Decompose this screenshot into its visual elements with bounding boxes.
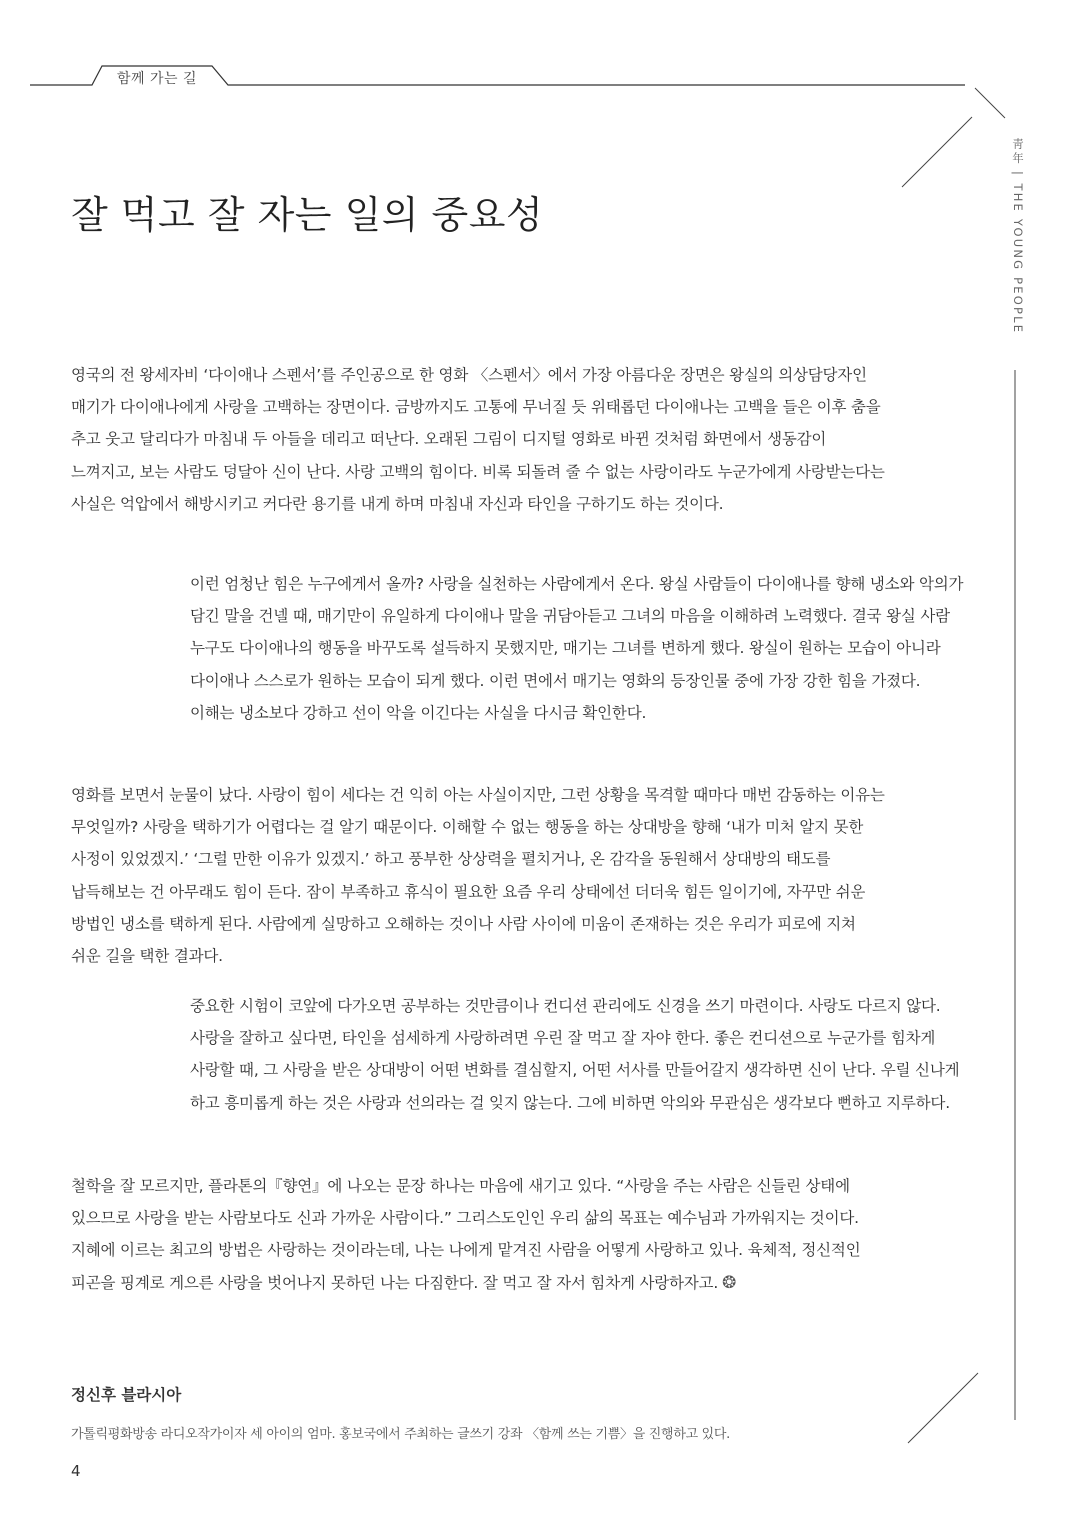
side-label-english: THE YOUNG PEOPLE <box>1011 183 1025 335</box>
bottom-diagonal <box>908 1373 978 1443</box>
article-paragraph-1: 영국의 전 왕세자비 ‘다이애나 스펜서’를 주인공으로 한 영화 〈스펜서〉에서 가장 아름다운 장면은 왕실의 의상담당자인 매기가 다이애나에게 사랑을 고백하는 장면이다. 금방까지도 고통에 무너질 듯 위태롭던 다이애나는 고백을 들은 이후 춤을 추고 웃고 달리다가 마침내 두 아들을 데리고 떠난다. 오래된 그림이 디지털 영화로 바뀐 것처럼 화면에서 생동감이 느껴지고, 보는 사람도 덩달아 신이 난다. 사랑 고백의 힘이다. 비록 되돌려 줄 수 없는 사랑이라도 누군가에게 사랑받는다는 사실은 억압에서 해방시키고 커다란 용기를 내게 하며 마침내 자신과 타인을 구하기도 하는 것이다. <box>71 366 885 513</box>
end-mark-icon: ❂ <box>722 1272 737 1293</box>
article-paragraph-3: 영화를 보면서 눈물이 났다. 사랑이 힘이 세다는 건 익히 아는 사실이지만, 그런 상황을 목격할 때마다 매번 감동하는 이유는 무엇일까? 사랑을 택하기가 어렵다는 걸 알기 때문이다. 이해할 수 없는 행동을 하는 상대방을 향해 ‘내가 미처 알지 못한 사정이 있었겠지.’ ‘그럴 만한 이유가 있겠지.’ 하고 풍부한 상상력을 펼치거나, 온 감각을 동원해서 상대방의 태도를 납득해보는 건 아무래도 힘이 든다. 잠이 부족하고 휴식이 필요한 요즘 우리 상태에선 더더욱 힘든 일이기에, 자꾸만 쉬운 방법인 냉소를 택하게 된다. 사람에게 실망하고 오해하는 것이나 사람 사이에 미움이 존재하는 것은 우리가 피로에 지쳐 쉬운 길을 택한 결과다. <box>71 786 885 966</box>
article-paragraph-5-text: 철학을 잘 모르지만, 플라톤의『향연』에 나오는 문장 하나는 마음에 새기고 있다. “사랑을 주는 사람은 신들린 상태에 있으므로 사랑을 받는 사람보다도 신과 가까운 사람이다.” 그리스도인인 우리 삶의 목표는 예수님과 가까워지는 것이다. 지혜에 이르는 최고의 방법은 사랑하는 것이라는데, 나는 나에게 맡겨진 사람을 어떻게 사랑하고 있나. 육체적, 정신적인 피곤을 핑계로 게으른 사랑을 벗어나지 못하던 나는 다짐한다. 잘 먹고 잘 자서 힘차게 사랑하자고. <box>71 1177 861 1292</box>
article-paragraph-5 <box>71 1170 888 1299</box>
side-label-separator: | <box>1011 171 1025 178</box>
section-tab-label: 함께 가는 길 <box>117 71 198 87</box>
corner-diagonal-top <box>975 88 1005 118</box>
author-description: 가톨릭평화방송 라디오작가이자 세 아이의 엄마. 홍보국에서 주최하는 글쓰기 강좌 〈함께 쓰는 기쁨〉을 진행하고 있다. <box>71 1427 731 1442</box>
article-paragraph-4: 중요한 시험이 코앞에 다가오면 공부하는 것만큼이나 컨디션 관리에도 신경을 쓰기 마련이다. 사랑도 다르지 않다. 사랑을 잘하고 싶다면, 타인을 섬세하게 사랑하려면 우린 잘 먹고 잘 자야 한다. 좋은 컨디션으로 누군가를 힘차게 사랑할 때, 그 사랑을 받은 상대방이 어떤 변화를 결심할지, 어떤 서사를 만들어갈지 생각하면 신이 난다. 우릴 신나게 하고 흥미롭게 하는 것은 사랑과 선의라는 걸 잊지 않는다. 그에 비하면 악의와 무관심은 생각보다 뻔하고 지루하다. <box>190 997 960 1112</box>
page-number: 4 <box>71 1462 81 1480</box>
author-name: 정신후 블라시아 <box>71 1386 182 1404</box>
title-diagonal <box>902 117 972 187</box>
side-label-kanji: 靑年 <box>1011 138 1025 166</box>
article-title: 잘 먹고 잘 자는 일의 중요성 <box>71 193 544 237</box>
article-paragraph-2: 이런 엄청난 힘은 누구에게서 올까? 사랑을 실천하는 사람에게서 온다. 왕실 사람들이 다이애나를 향해 냉소와 악의가 담긴 말을 건넬 때, 매기만이 유일하게 다이애나 말을 귀담아듣고 그녀의 마음을 이해하려 노력했다. 결국 왕실 사람 누구도 다이애나의 행동을 바꾸도록 설득하지 못했지만, 매기는 그녀를 변하게 했다. 왕실이 원하는 모습이 아니라 다이애나 스스로가 원하는 모습이 되게 했다. 이런 면에서 매기는 영화의 등장인물 중에 가장 강한 힘을 가졌다. 이해는 냉소보다 강하고 선이 악을 이긴다는 사실을 다시금 확인한다. <box>190 575 964 722</box>
side-magazine-label <box>1010 138 1026 334</box>
